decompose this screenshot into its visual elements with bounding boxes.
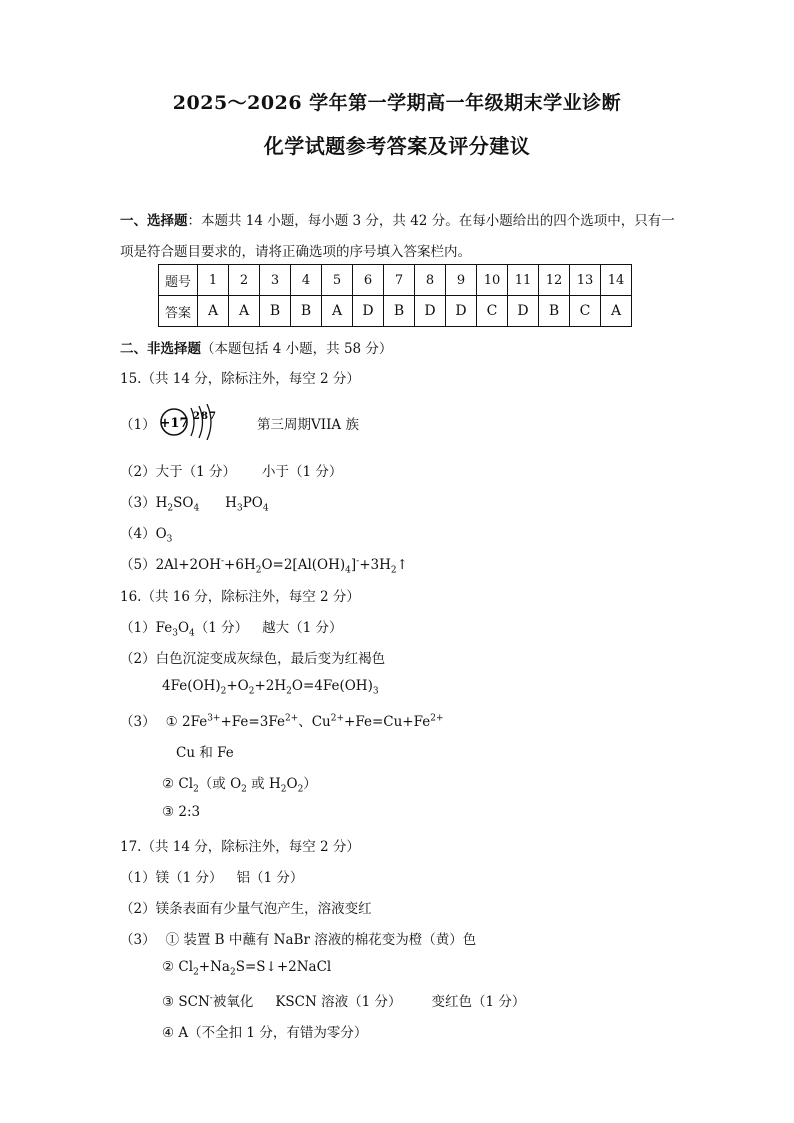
answer-table (158, 264, 632, 327)
q16-p3-ii: ② $Cl_2$（或 $O_2$ 或 $H_2O_2$） (162, 776, 317, 795)
q15-p5-label: （5） (120, 557, 156, 573)
section1-intro-text: ：本题共 14 小题，每小题 3 分，共 42 分。在每小题给出的四个选项中，只有一 (187, 213, 675, 229)
q17-p1-a: （1）镁（1 分） (120, 870, 223, 886)
question-number: 4 (291, 265, 322, 296)
q15-p3-label: （3） (120, 495, 156, 511)
electron-shell-3 (207, 404, 211, 440)
answer-cell: D (415, 296, 446, 327)
answer-cell: A (229, 296, 260, 327)
question-number: 11 (508, 265, 539, 296)
q16-p3-iii: ③ 2:3 (162, 804, 201, 820)
q17-p3-i (120, 928, 476, 948)
q15-p1-label: （1） (120, 417, 156, 433)
q17-p3-ii: ② $Cl_2+Na_2S=S↓+2NaCl$ (162, 959, 332, 978)
shell-electron-count: 7 (209, 411, 216, 422)
answer-cell: C (570, 296, 601, 327)
q17-p3-iv: ④ A（不全扣 1 分，有错为零分） (162, 1025, 368, 1041)
q15-p4-label: （4） (120, 526, 156, 542)
question-number: 8 (415, 265, 446, 296)
question-number: 14 (601, 265, 632, 296)
question-number: 12 (539, 265, 570, 296)
q15-p4: $(4)O_3$ (120, 526, 173, 545)
q16-p3-i: （3） ① $2Fe^{3+}+Fe=3Fe^{2+}$、$Cu^{2+}+Fe=Cu+Fe^{2+}$ (120, 713, 444, 730)
section1-heading: 一、选择题 (120, 213, 188, 229)
doc-title-line2: 化学试题参考答案及评分建议 (263, 134, 531, 158)
q16-p1-a-unit: （1 分） (194, 620, 249, 636)
q15-p2-a: （2）大于（1 分） (120, 464, 236, 480)
section2-heading: 二、非选择题 (120, 341, 201, 357)
answer-cell: B (291, 296, 322, 327)
q16-p2-equation: $4Fe(OH)_2+O_2+2H_2O=4Fe(OH)_3$ (162, 678, 379, 697)
q17-p3-iii-b: KSCN 溶液（1 分） (275, 994, 402, 1010)
question-number: 9 (446, 265, 477, 296)
shell-electron-count: 2 (193, 411, 200, 422)
answer-cell: D (508, 296, 539, 327)
q17-p3-iii: ③ SCN-被氧化 KSCN 溶液（1 分） 变红色（1 分） (162, 993, 526, 1010)
question-number: 7 (384, 265, 415, 296)
answer-cell: A (601, 296, 632, 327)
q16-p3-ii-mark: ② (162, 776, 175, 792)
question-number: 2 (229, 265, 260, 296)
answer-cell: D (353, 296, 384, 327)
q17-p1-b: 铝（1 分） (236, 870, 304, 886)
q16-p1-label: （1） (120, 620, 156, 636)
q15-header: 15.（共 14 分，除标注外，每空 2 分） (120, 371, 360, 387)
q15-p5: $(5)2Al+2OH^-+6H_2O=2[Al(OH)_4]^-+3H_2↑$ (120, 556, 408, 576)
answer-table-answer-row (159, 296, 632, 327)
table-header-answer: 答案 (159, 296, 198, 327)
chlorine-atom-structure-diagram (156, 404, 228, 440)
q17-p1 (120, 866, 303, 886)
q17-header: 17.（共 14 分，除标注外，每空 2 分） (120, 839, 360, 855)
answer-cell: B (539, 296, 570, 327)
question-number: 3 (260, 265, 291, 296)
answer-cell: A (322, 296, 353, 327)
q16-p2: （2）白色沉淀变成灰绿色，最后变为红褐色 (120, 651, 386, 667)
question-number: 6 (353, 265, 384, 296)
section1-intro (120, 209, 675, 229)
q15-p2-b: 小于（1 分） (261, 464, 343, 480)
q15-p3: $(3)H_2SO_4$ $H_3PO_4$ (120, 495, 269, 514)
q17-p3-label: （3） (120, 932, 156, 948)
q16-p3-i-b: Cu 和 Fe (176, 745, 234, 761)
q16-p3-label: （3） (120, 714, 156, 730)
question-number: 10 (477, 265, 508, 296)
question-number: 13 (570, 265, 601, 296)
question-number: 5 (322, 265, 353, 296)
q16-header: 16.（共 16 分，除标注外，每空 2 分） (120, 589, 360, 605)
section2-note: （本题包括 4 小题，共 58 分） (201, 341, 393, 357)
answer-cell: B (384, 296, 415, 327)
answer-table-number-row (159, 265, 632, 296)
section1-intro-2: 项是符合题目要求的，请将正确选项的序号填入答案栏内。 (120, 244, 471, 260)
q15-p2 (120, 460, 342, 480)
answer-cell: A (198, 296, 229, 327)
atom-nucleus-label: +17 (159, 416, 189, 431)
doc-title-line1: 2025～2026 学年第一学期高一年级期末学业诊断 (172, 92, 622, 114)
answer-cell: C (477, 296, 508, 327)
q17-p2: （2）镁条表面有少量气泡产生，溶液变红 (120, 901, 372, 917)
question-number: 1 (198, 265, 229, 296)
section2-heading-line (120, 337, 392, 357)
q17-p3-i-text: ① 装置 B 中蘸有 NaBr 溶液的棉花变为橙（黄）色 (165, 932, 477, 948)
q15-p1-text: 第三周期VIIA 族 (257, 417, 359, 433)
q17-p3-iii-mark: ③ (162, 994, 175, 1010)
answer-cell: D (446, 296, 477, 327)
shell-electron-count: 8 (201, 411, 208, 422)
table-header-number: 题号 (159, 265, 198, 296)
q16-p1-b: 越大（1 分） (262, 620, 343, 636)
q16-p3-i-mark: ① (165, 714, 178, 730)
q16-p1: $(1)Fe_3O_4(1$ 分） 越大（1 分） (120, 620, 343, 639)
answer-cell: B (260, 296, 291, 327)
q17-p3-iii-c: 变红色（1 分） (431, 994, 526, 1010)
q17-p3-ii-mark: ② (162, 959, 175, 975)
